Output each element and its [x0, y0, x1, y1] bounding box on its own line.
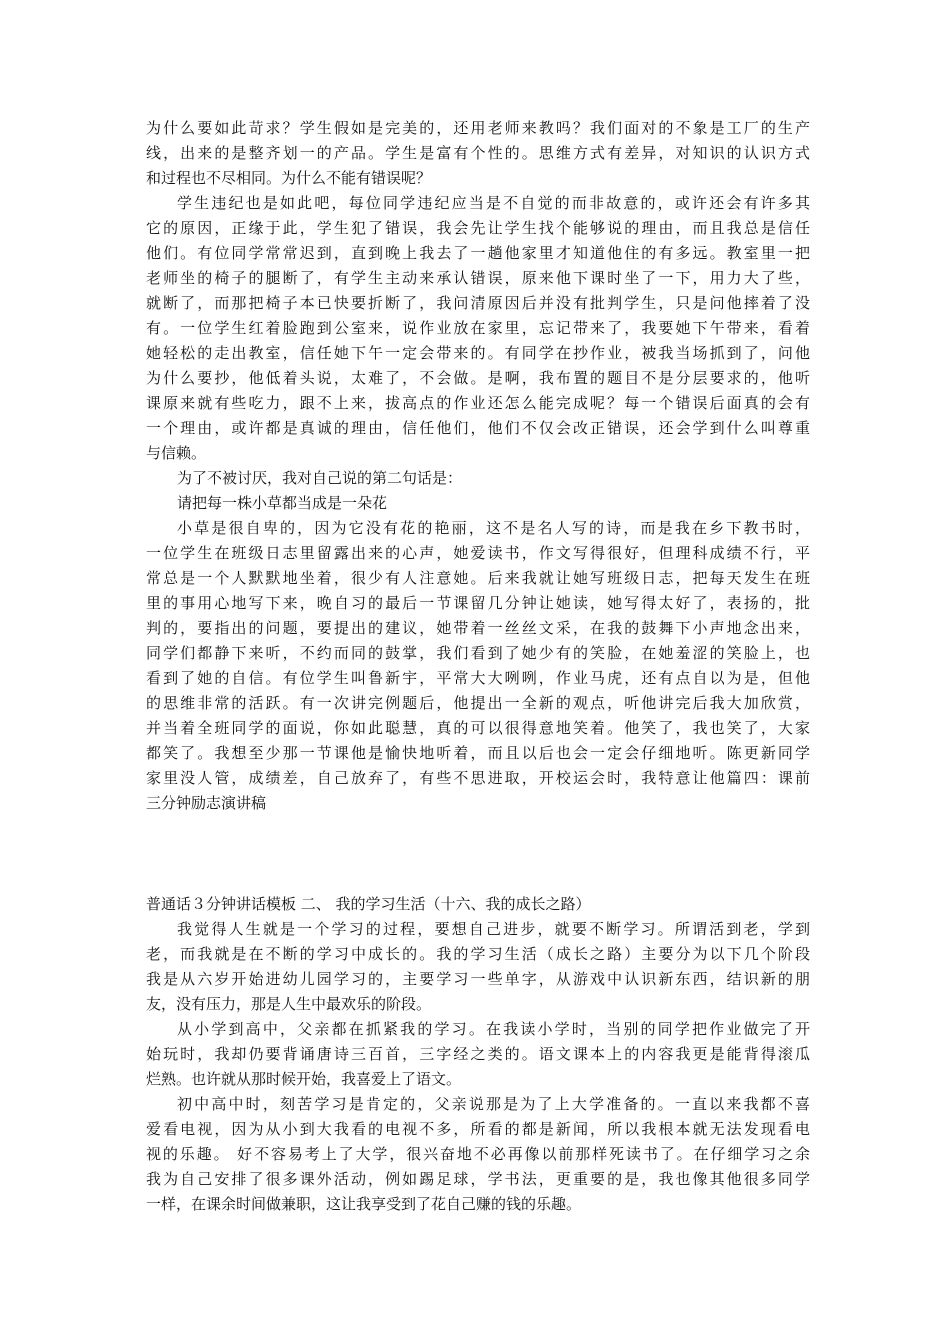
paragraph-line: 常总是一个人默默地坐着，很少有人注意她。后来我就让她写班级日志，把每天发生在班	[146, 569, 810, 587]
section-title: 普通话３分钟讲话模板 二、 我的学习生活（十六、我的成长之路）	[146, 895, 591, 913]
paragraph-line: 的思维非常的活跃。有一次讲完例题后，他提出一全新的观点，听他讲完后我大加欣赏，	[146, 694, 810, 712]
paragraph-line: 并当着全班同学的面说，你如此聪慧，真的可以很得意地笑着。他笑了，我也笑了，大家	[146, 719, 810, 737]
paragraph-line: 家里没人管，成绩差，自己放弃了，有些不思进取，开校运会时，我特意让他篇四：课前	[146, 769, 810, 787]
paragraph-line: 我是从六岁开始进幼儿园学习的，主要学习一些单字，从游戏中认识新东西，结识新的朋	[146, 970, 810, 988]
paragraph-line: 爱看电视，因为从小到大我看的电视不多，所看的都是新闻，所以我根本就无法发现看电	[146, 1120, 810, 1138]
paragraph-line: 为什么要如此苛求？学生假如是完美的，还用老师来教吗？我们面对的不象是工厂的生产	[146, 119, 810, 137]
paragraph-line: 视的乐趣。 好不容易考上了大学，很兴奋地不必再像以前那样死读书了。在仔细学习之余	[146, 1145, 810, 1163]
paragraph-line: 我为自己安排了很多课外活动，例如踢足球，学书法，更重要的是，我也像其他很多同学	[146, 1170, 810, 1188]
paragraph-line: 我觉得人生就是一个学习的过程，要想自己进步，就要不断学习。所谓活到老，学到	[177, 920, 810, 938]
paragraph-line: 友，没有压力，那是人生中最欢乐的阶段。	[146, 995, 432, 1013]
paragraph-line: 与信赖。	[146, 444, 207, 462]
paragraph-line: 他们。有位同学常常迟到，直到晚上我去了一趟他家里才知道他住的有多远。教室里一把	[146, 244, 810, 262]
paragraph-line: 和过程也不尽相同。为什么不能有错误呢？	[146, 169, 432, 187]
paragraph-line: 它的原因，正缘于此，学生犯了错误，我会先让学生找个能够说的理由，而且我总是信任	[146, 219, 810, 237]
paragraph-line: 都笑了。我想至少那一节课他是愉快地听着，而且以后也会一定会仔细地听。陈更新同学	[146, 744, 810, 762]
paragraph-line: 老，而我就是在不断的学习中成长的。我的学习生活（成长之路）主要分为以下几个阶段	[146, 945, 810, 963]
paragraph-line: 有。一位学生红着脸跑到公室来，说作业放在家里，忘记带来了，我要她下午带来，看着	[146, 319, 810, 337]
paragraph-line: 看到了她的自信。有位学生叫鲁新宇，平常大大咧咧，作业马虎，还有点自以为是，但他	[146, 669, 810, 687]
paragraph-line: 学生违纪也是如此吧，每位同学违纪应当是不自觉的而非故意的，或许还会有许多其	[177, 194, 810, 212]
paragraph-line: 同学们都静下来听，不约而同的鼓掌，我们看到了她少有的笑脸，在她羞涩的笑脸上，也	[146, 644, 810, 662]
paragraph-line: 老师坐的椅子的腿断了，有学生主动来承认错误，原来他下课时坐了一下，用力大了些，	[146, 269, 810, 287]
paragraph-line: 三分钟励志演讲稿	[146, 794, 267, 812]
section-heading: 请把每一株小草都当成是一朵花	[177, 494, 388, 512]
paragraph-line: 课原来就有些吃力，跟不上来，拔高点的作业还怎么能完成呢？每一个错误后面真的会有	[146, 394, 810, 412]
paragraph-line: 一位学生在班级日志里留露出来的心声，她爱读书，作文写得很好，但理科成绩不行，平	[146, 544, 810, 562]
paragraph-line: 线，出来的是整齐划一的产品。学生是富有个性的。思维方式有差异，对知识的认识方式	[146, 144, 810, 162]
paragraph-line: 始玩时，我却仍要背诵唐诗三百首，三字经之类的。语文课本上的内容我更是能背得滚瓜	[146, 1045, 810, 1063]
paragraph-line: 她轻松的走出教室，信任她下午一定会带来的。有同学在抄作业，被我当场抓到了，问他	[146, 344, 810, 362]
paragraph-line: 从小学到高中，父亲都在抓紧我的学习。在我读小学时，当别的同学把作业做完了开	[177, 1020, 810, 1038]
paragraph-line: 一样，在课余时间做兼职，这让我享受到了花自己赚的钱的乐趣。	[146, 1195, 582, 1213]
paragraph-line: 小草是很自卑的，因为它没有花的艳丽，这不是名人写的诗，而是我在乡下教书时，	[177, 519, 810, 537]
paragraph-line: 判的，要指出的问题，要提出的建议，她带着一丝丝文采，在我的鼓舞下小声地念出来，	[146, 619, 810, 637]
paragraph-line: 一个理由，或许都是真诚的理由，信任他们，他们不仅会改正错误，还会学到什么叫尊重	[146, 419, 810, 437]
paragraph-line: 为什么要抄，他低着头说，太难了，不会做。是啊，我布置的题目不是分层要求的，他听	[146, 369, 810, 387]
paragraph-line: 为了不被讨厌，我对自己说的第二句话是：	[177, 469, 463, 487]
paragraph-line: 初中高中时，刻苦学习是肯定的，父亲说那是为了上大学准备的。一直以来我都不喜	[177, 1095, 810, 1113]
paragraph-line: 烂熟。也许就从那时候开始，我喜爱上了语文。	[146, 1070, 462, 1088]
paragraph-line: 就断了，而那把椅子本已快要折断了，我问清原因后并没有批判学生，只是问他摔着了没	[146, 294, 810, 312]
paragraph-line: 里的事用心地写下来，晚自习的最后一节课留几分钟让她读，她写得太好了，表扬的，批	[146, 594, 810, 612]
